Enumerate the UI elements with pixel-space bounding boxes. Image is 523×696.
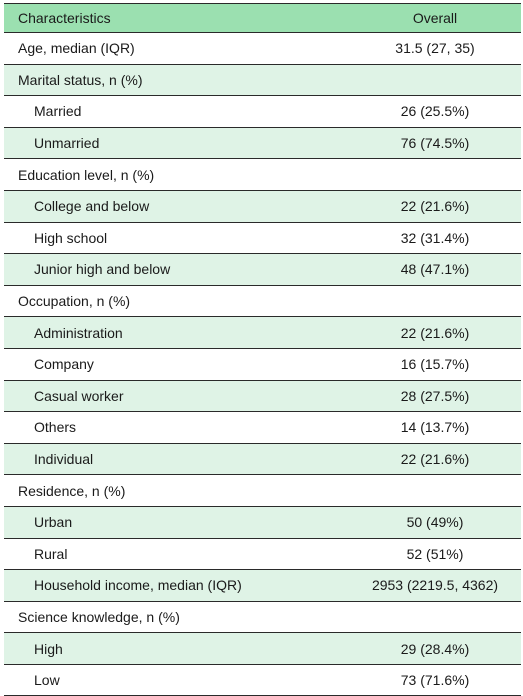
table-row [4, 380, 521, 412]
row-value: 22 (21.6%) [349, 317, 521, 349]
row-label: Casual worker [4, 380, 349, 412]
table-row [4, 538, 521, 570]
table-row [4, 64, 521, 96]
table-row [4, 33, 521, 65]
row-label: High school [4, 222, 349, 254]
table-row [4, 348, 521, 380]
table-row [4, 159, 521, 191]
row-label: Individual [4, 443, 349, 475]
table-body [4, 33, 521, 696]
row-value [349, 475, 521, 507]
row-label: Others [4, 412, 349, 444]
row-value: 26 (25.5%) [349, 96, 521, 128]
row-value: 32 (31.4%) [349, 222, 521, 254]
row-label: Rural [4, 538, 349, 570]
row-label: College and below [4, 190, 349, 222]
row-value [349, 285, 521, 317]
table-row [4, 506, 521, 538]
row-value: 76 (74.5%) [349, 127, 521, 159]
table-row [4, 254, 521, 286]
table-row [4, 317, 521, 349]
row-value: 22 (21.6%) [349, 443, 521, 475]
table-row [4, 601, 521, 633]
row-label: Company [4, 348, 349, 380]
row-label: Education level, n (%) [4, 159, 349, 191]
row-value: 52 (51%) [349, 538, 521, 570]
row-value: 31.5 (27, 35) [349, 33, 521, 65]
table-row [4, 443, 521, 475]
row-label: Low [4, 664, 349, 696]
row-label: Science knowledge, n (%) [4, 601, 349, 633]
row-value: 48 (47.1%) [349, 254, 521, 286]
row-value: 29 (28.4%) [349, 633, 521, 665]
row-value [349, 601, 521, 633]
row-value: 16 (15.7%) [349, 348, 521, 380]
characteristics-table [4, 3, 521, 696]
header-overall: Overall [349, 4, 521, 33]
table-row [4, 475, 521, 507]
table-row [4, 412, 521, 444]
table-row [4, 222, 521, 254]
header-characteristics: Characteristics [4, 4, 349, 33]
row-label: Junior high and below [4, 254, 349, 286]
row-label: Unmarried [4, 127, 349, 159]
row-label: Administration [4, 317, 349, 349]
row-label: Household income, median (IQR) [4, 570, 349, 602]
row-value: 50 (49%) [349, 506, 521, 538]
row-label: Residence, n (%) [4, 475, 349, 507]
table-row [4, 633, 521, 665]
row-value: 73 (71.6%) [349, 664, 521, 696]
table-row [4, 190, 521, 222]
table-row [4, 664, 521, 696]
table-row [4, 285, 521, 317]
row-value [349, 64, 521, 96]
row-label: Occupation, n (%) [4, 285, 349, 317]
row-label: Marital status, n (%) [4, 64, 349, 96]
row-value: 2953 (2219.5, 4362) [349, 570, 521, 602]
table-row [4, 96, 521, 128]
row-value: 28 (27.5%) [349, 380, 521, 412]
row-value [349, 159, 521, 191]
row-value: 22 (21.6%) [349, 190, 521, 222]
table-row [4, 127, 521, 159]
table-header-row [4, 4, 521, 33]
row-value: 14 (13.7%) [349, 412, 521, 444]
row-label: Urban [4, 506, 349, 538]
row-label: High [4, 633, 349, 665]
table-row [4, 570, 521, 602]
row-label: Age, median (IQR) [4, 33, 349, 65]
row-label: Married [4, 96, 349, 128]
